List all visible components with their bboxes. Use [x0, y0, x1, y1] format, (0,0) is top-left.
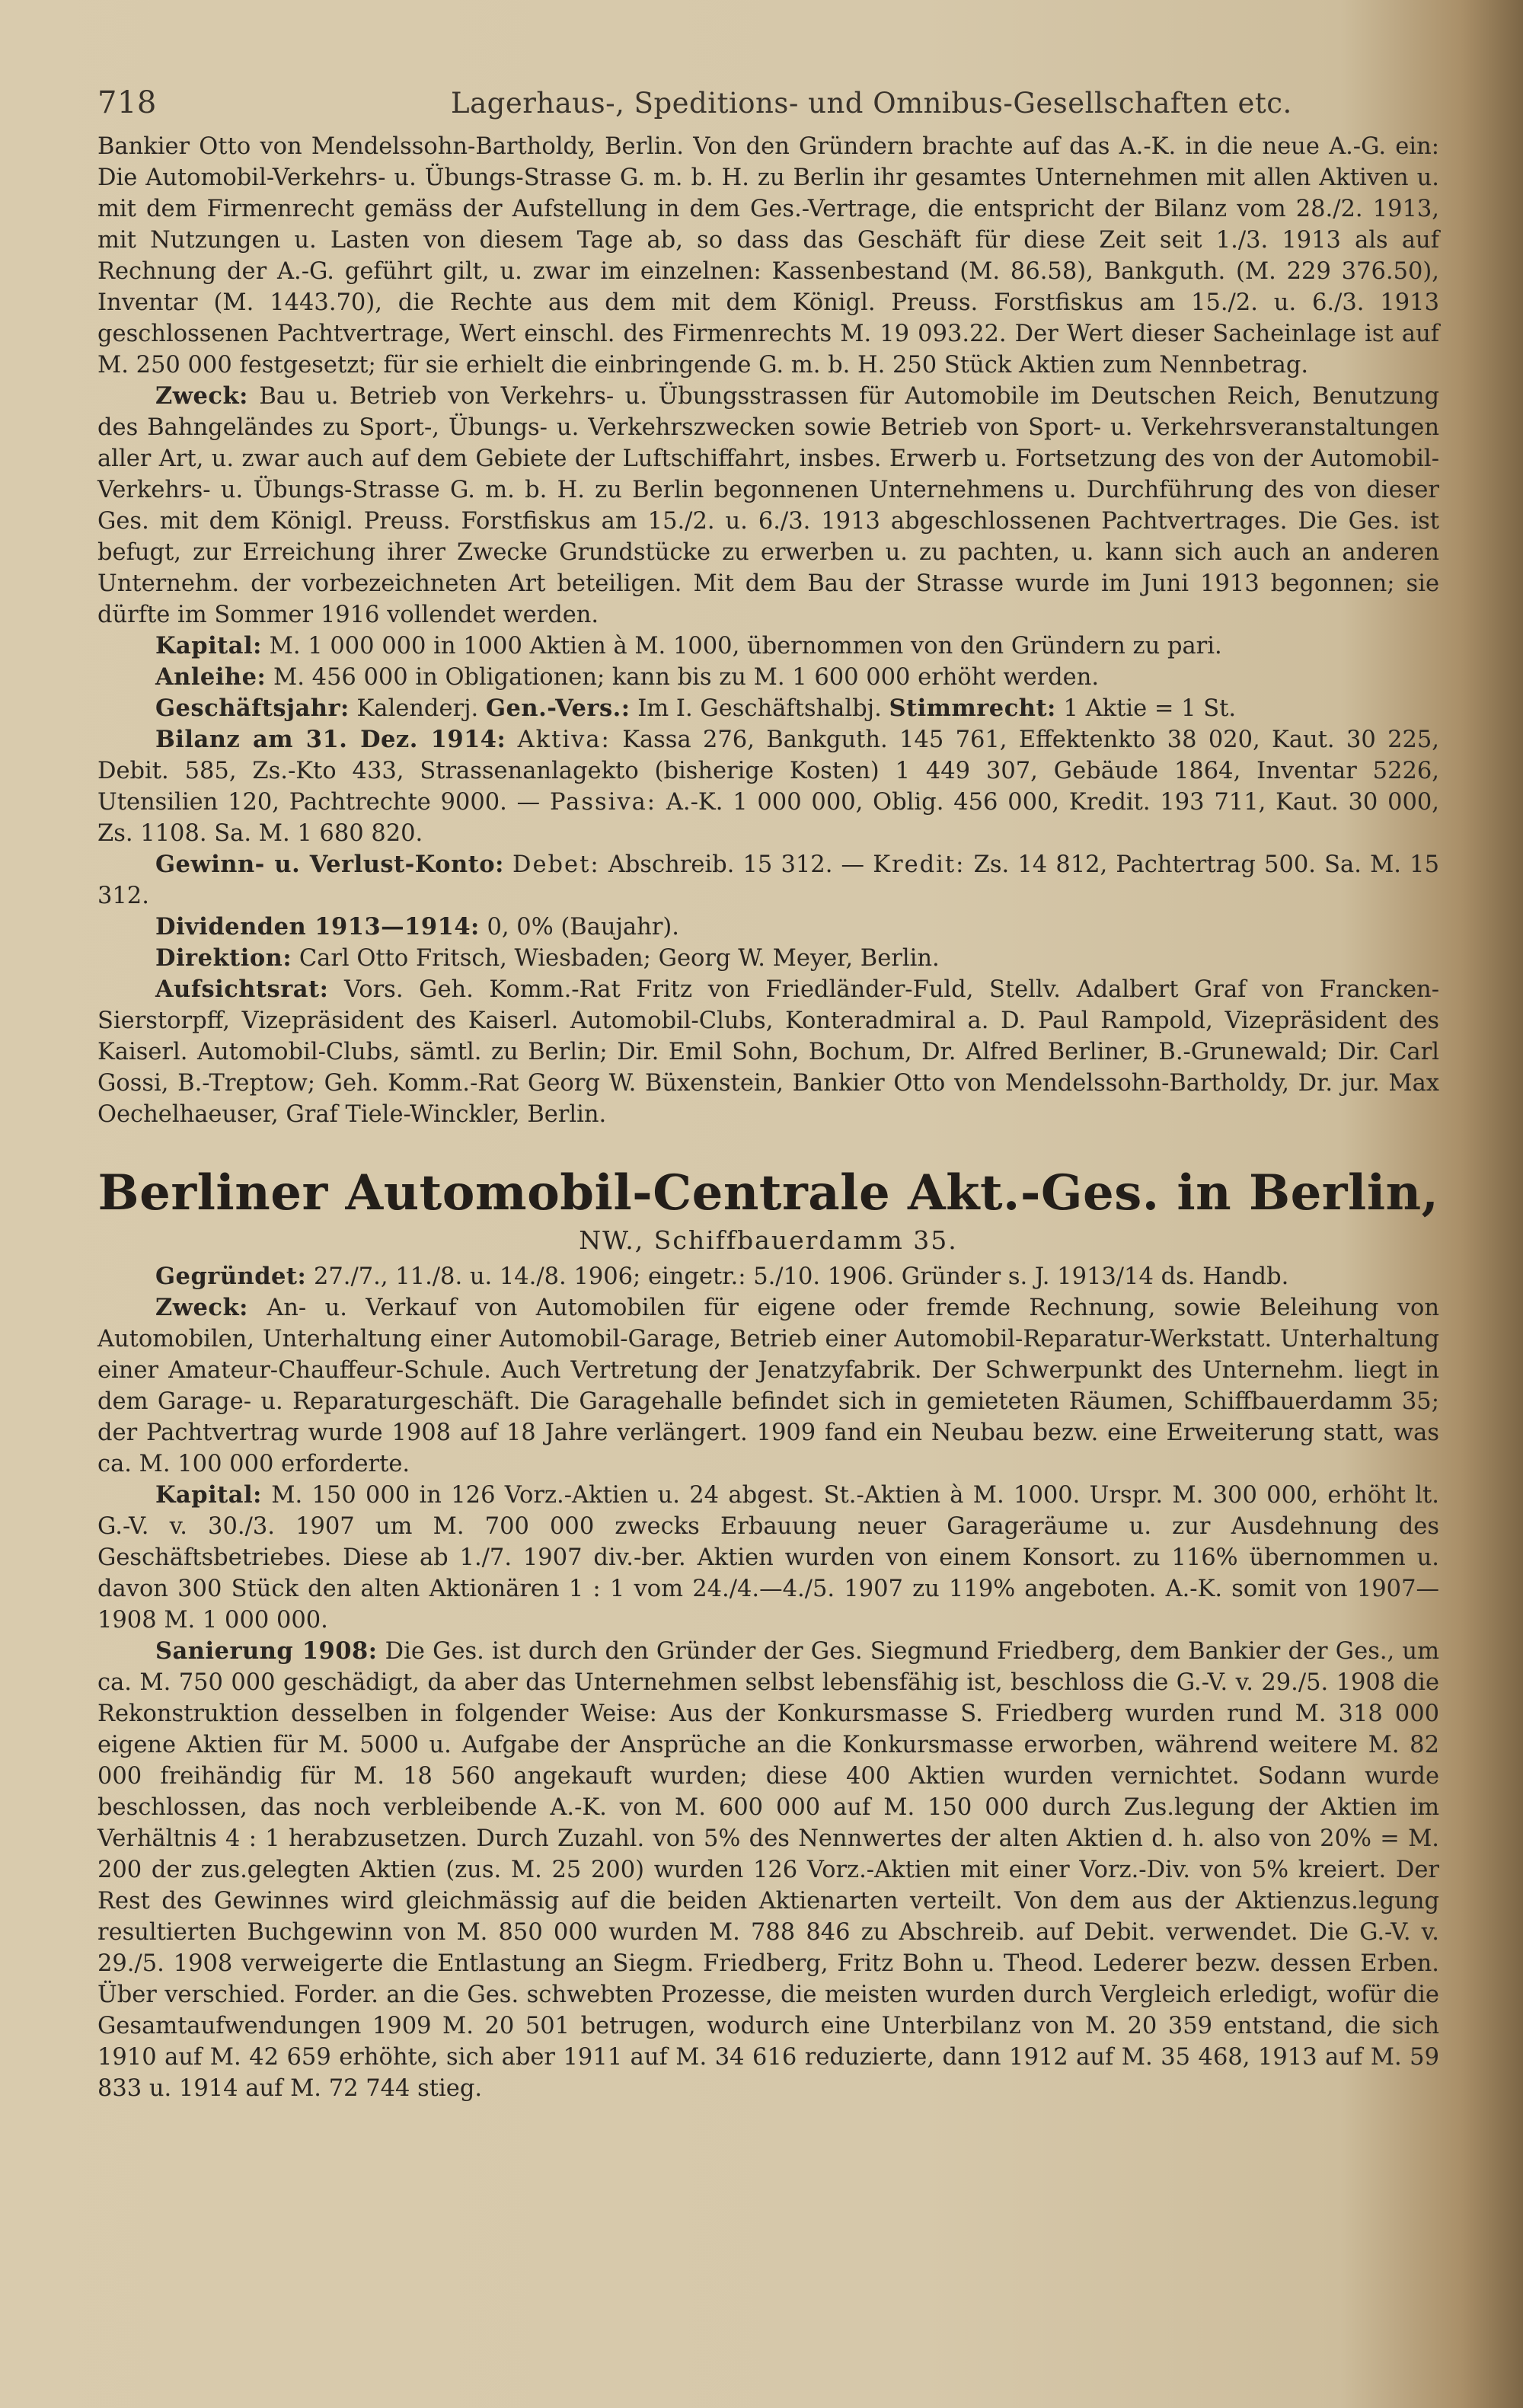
entry-kapital-text: M. 150 000 in 126 Vorz.-Aktien u. 24 abgest. St.-Aktien à M. 1000. Urspr. M. 300 000, erhöht lt. G.-V. v. 30./3. 1907 um M. 700 000 zwecks Erbauung neuer Garageräume u. zur Ausdehnung des Geschäftsbetriebes. Diese ab 1./7. 1907 div.-ber. Aktien wurden von einem Konsort. zu 116% übernommen u. davon 300 Stück den alten Aktionären 1 : 1 vom 24./4.—4./5. 1907 zu 119% angeboten. A.-K. somit von 1907—1908 M. 1 000 000. [97, 1482, 1439, 1634]
previous-entry-zweck [97, 381, 1439, 631]
geschaeftsjahr-label: Geschäftsjahr: [155, 695, 350, 722]
kapital-label: Kapital: [155, 632, 262, 659]
sanierung-text: Die Ges. ist durch den Gründer der Ges. Siegmund Friedberg, dem Bankier der Ges., um ca. M. 750 000 geschädigt, da aber das Unternehmen selbst lebensfähig ist, beschloss die G.-V. v. 29./5. 1908 die Rekonstruktion desselben in folgender Weise: Aus der Konkursmasse S. Friedberg wurden rund M. 318 000 eigene Aktien für M. 5000 u. Aufgabe der Ansprüche an die Konkursmasse erworben, während weitere M. 82 000 freihändig für M. 18 560 angekauft wurden; diese 400 Aktien wurden vernichtet. Sodann wurde beschlossen, das noch verbleibende A.-K. von M. 600 000 auf M. 150 000 durch Zus.legung der Aktien im Verhältnis 4 : 1 herabzusetzen. Durch Zuzahl. von 5% des Nennwertes der alten Aktien d. h. also von 20% = M. 200 der zus.gelegten Aktien (zus. M. 25 200) wurden 126 Vorz.-Aktien mit einer Vorz.-Div. von 5% kreiert. Der Rest des Gewinnes wird gleichmässig auf die beiden Aktienarten verteilt. Von dem aus der Aktienzus.legung resultierten Buchgewinn von M. 850 000 wurden M. 788 846 zu Abschreib. auf Debit. verwendet. Die G.-V. v. 29./5. 1908 verweigerte die Entlastung an Siegm. Friedberg, Fritz Bohn u. Theod. Lederer bezw. dessen Erben. Über verschied. Forder. an die Ges. schwebten Prozesse, die meisten wurden durch Vergleich erledigt, wofür die Gesamtaufwendungen 1909 M. 20 501 betrugen, wodurch eine Unterbilanz von M. 20 359 entstand, die sich 1910 auf M. 42 659 erhöhte, sich aber 1911 auf M. 34 616 reduzierte, dann 1912 auf M. 35 468, 1913 auf M. 59 833 u. 1914 auf M. 72 744 stieg. [97, 1638, 1439, 2102]
previous-entry-kapital [97, 631, 1439, 662]
passiva-text: A.-K. 1 000 000, Oblig. 456 000, Kredit. 193 711, Kaut. 30 000, Zs. 1108. Sa. M. 1 680 820. [97, 789, 1439, 847]
anleihe-label: Anleihe: [155, 663, 267, 691]
previous-entry-dividenden [97, 912, 1439, 943]
entry-kapital-label: Kapital: [155, 1481, 262, 1509]
dividenden-text: 0, 0% (Baujahr). [487, 914, 679, 941]
aufsichtsrat-text: Vors. Geh. Komm.-Rat Fritz von Friedländer-Fuld, Stellv. Adalbert Graf von Francken-Sierstorpff, Vizepräsident des Kaiserl. Automobil-Clubs, Konteradmiral a. D. Paul Rampold, Vizepräsident des Kaiserl. Automobil-Clubs, sämtl. zu Berlin; Dir. Emil Sohn, Bochum, Dr. Alfred Berliner, B.-Grunewald; Dir. Carl Gossi, B.-Treptow; Geh. Komm.-Rat Georg W. Büxenstein, Bankier Otto von Mendelssohn-Bartholdy, Dr. jur. Max Oechelhaeuser, Graf Tiele-Winckler, Berlin. [97, 976, 1439, 1128]
previous-entry-guv [97, 849, 1439, 912]
intro-text: Bankier Otto von Mendelssohn-Bartholdy, Berlin. Von den Gründern brachte auf das A.-K. in die neue A.-G. ein: Die Automobil-Verkehrs- u. Übungs-Strasse G. m. b. H. zu Berlin ihr gesamtes Unternehmen mit allen Aktiven u. mit dem Firmenrecht gemäss der Aufstellung in dem Ges.-Vertrage, die entspricht der Bilanz vom 28./2. 1913, mit Nutzungen u. Lasten von diesem Tage ab, so dass das Geschäft für diese Zeit seit 1./3. 1913 als auf Rechnung der A.-G. geführt gilt, u. zwar im einzelnen: Kassenbestand (M. 86.58), Bankguth. (M. 229 376.50), Inventar (M. 1443.70), die Rechte aus dem mit dem Königl. Preuss. Forstfiskus am 15./2. u. 6./3. 1913 geschlossenen Pachtvertrage, Wert einschl. des Firmenrechts M. 19 093.22. Der Wert dieser Sacheinlage ist auf M. 250 000 festgesetzt; für sie erhielt die einbringende G. m. b. H. 250 Stück Aktien zum Nennbetrag. [97, 133, 1439, 378]
anleihe-text: M. 456 000 in Obligationen; kann bis zu M. 1 600 000 erhöht werden. [273, 664, 1100, 691]
passiva-label: Passiva: [549, 789, 657, 816]
previous-entry [97, 131, 1439, 1130]
previous-entry-aufsichtsrat [97, 974, 1439, 1130]
gegruendet-text: 27./7., 11./8. u. 14./8. 1906; eingetr.: 5./10. 1906. Gründer s. J. 1913/14 ds. Handb. [313, 1263, 1289, 1290]
debet-text: Abschreib. 15 312. — [608, 851, 865, 878]
gen-vers-label: Gen.-Vers.: [485, 695, 631, 722]
gegruendet-label: Gegründet: [155, 1263, 307, 1290]
guv-label: Gewinn- u. Verlust-Konto: [155, 851, 504, 878]
entry-gegruendet [97, 1261, 1439, 1292]
entry-sanierung [97, 1636, 1439, 2104]
dividenden-label: Dividenden 1913—1914: [155, 913, 480, 941]
entry-zweck-label: Zweck: [155, 1294, 248, 1321]
previous-entry-bilanz: Bilanz am 31. Dez. 1914: Aktiva: Kassa 276, Bankguth. 145 761, Effektenkto 38 020, Kaut. 30 225, Debit. 585, Zs.-Kto 433, Strassenanlagekto (bisherige Kosten) 1 449 307, Gebäude 1864, Inventar 5226, Utensilien 120, Pachtrechte 9000. — Passiva: A.-K. 1 000 000, Oblig. 456 000, Kredit. 193 711, Kaut. 30 000, Zs. 1108. Sa. M. 1 680 820. [97, 726, 1440, 847]
aufsichtsrat-label: Aufsichtsrat: [155, 976, 329, 1003]
geschaeftsjahr-text: Kalenderj. [356, 695, 479, 722]
previous-entry-meta [97, 693, 1439, 724]
aktiva-text: Kassa 276, Bankguth. 145 761, Effektenkto 38 020, Kaut. 30 225, Debit. 585, Zs.-Kto 433, Strassenanlagekto (bisherige Kosten) 1 449 307, Gebäude 1864, Inventar 5226, Utensilien 120, Pachtrechte 9000. [97, 727, 1440, 816]
stimmrecht-text: 1 Aktie = 1 St. [1063, 695, 1237, 722]
bilanz-label: Bilanz am 31. Dez. 1914: [155, 726, 506, 753]
running-title: Lagerhaus-, Speditions- und Omnibus-Gesellschaften etc. [451, 87, 1292, 120]
entry-kapital [97, 1480, 1439, 1636]
kapital-text: M. 1 000 000 in 1000 Aktien à M. 1000, übernommen von den Gründern zu pari. [269, 633, 1222, 659]
company-address: NW., Schiffbauerdamm 35. [579, 1225, 958, 1255]
company-entry [97, 1261, 1439, 2104]
company-title: Berliner Automobil-Centrale Akt.-Ges. in Berlin, [97, 1164, 1439, 1222]
debet-label: Debet: [512, 851, 600, 878]
previous-entry-direktion [97, 943, 1439, 974]
running-header [97, 85, 1439, 131]
gen-vers-text: Im I. Geschäftshalbj. [637, 695, 882, 722]
direktion-text: Carl Otto Fritsch, Wiesbaden; Georg W. Meyer, Berlin. [299, 945, 940, 972]
entry-zweck [97, 1292, 1439, 1480]
stimmrecht-label: Stimmrecht: [889, 695, 1056, 722]
kredit-label: Kredit: [873, 851, 966, 878]
zweck-text: Bau u. Betrieb von Verkehrs- u. Übungsstrassen für Automobile im Deutschen Reich, Benutzung des Bahngeländes zu Sport-, Übungs- u. Verkehrszwecken sowie Betrieb von Sport- u. Verkehrsveranstaltungen aller Art, u. zwar auch auf dem Gebiete der Luftschiffahrt, insbes. Erwerb u. Fortsetzung des von der Automobil-Verkehrs- u. Übungs-Strasse G. m. b. H. zu Berlin begonnenen Unternehmens u. Durchführung des von dieser Ges. mit dem Königl. Preuss. Forstfiskus am 15./2. u. 6./3. 1913 abgeschlossenen Pachtvertrages. Die Ges. ist befugt, zur Erreichung ihrer Zwecke Grundstücke zu erwerben u. zu pachten, u. kann sich auch an anderen Unternehm. der vorbezeichneten Art beteiligen. Mit dem Bau der Strasse wurde im Juni 1913 begonnen; sie dürfte im Sommer 1916 vollendet werden. [97, 383, 1439, 628]
previous-entry-intro [97, 131, 1439, 381]
text-column [97, 85, 1439, 2104]
entry-zweck-text: An- u. Verkauf von Automobilen für eigene oder fremde Rechnung, sowie Beleihung von Automobilen, Unterhaltung einer Automobil-Garage, Betrieb einer Automobil-Reparatur-Werkstatt. Unterhaltung einer Amateur-Chauffeur-Schule. Auch Vertretung der Jenatzyfabrik. Der Schwerpunkt des Unternehm. liegt in dem Garage- u. Reparaturgeschäft. Die Garagehalle befindet sich in gemieteten Räumen, Schiffbauerdamm 35; der Pachtvertrag wurde 1908 auf 18 Jahre verlängert. 1909 fand ein Neubau bezw. eine Erweiterung statt, was ca. M. 100 000 erforderte. [97, 1295, 1439, 1477]
direktion-label: Direktion: [155, 944, 292, 972]
sanierung-label: Sanierung 1908: [155, 1637, 378, 1665]
zweck-label: Zweck: [155, 382, 248, 410]
previous-entry-anleihe [97, 662, 1439, 693]
aktiva-label: Aktiva: [517, 727, 611, 753]
kredit-text: Zs. 14 812, Pachtertrag 500. Sa. M. 15 312. [97, 851, 1439, 909]
page-number: 718 [97, 85, 157, 120]
